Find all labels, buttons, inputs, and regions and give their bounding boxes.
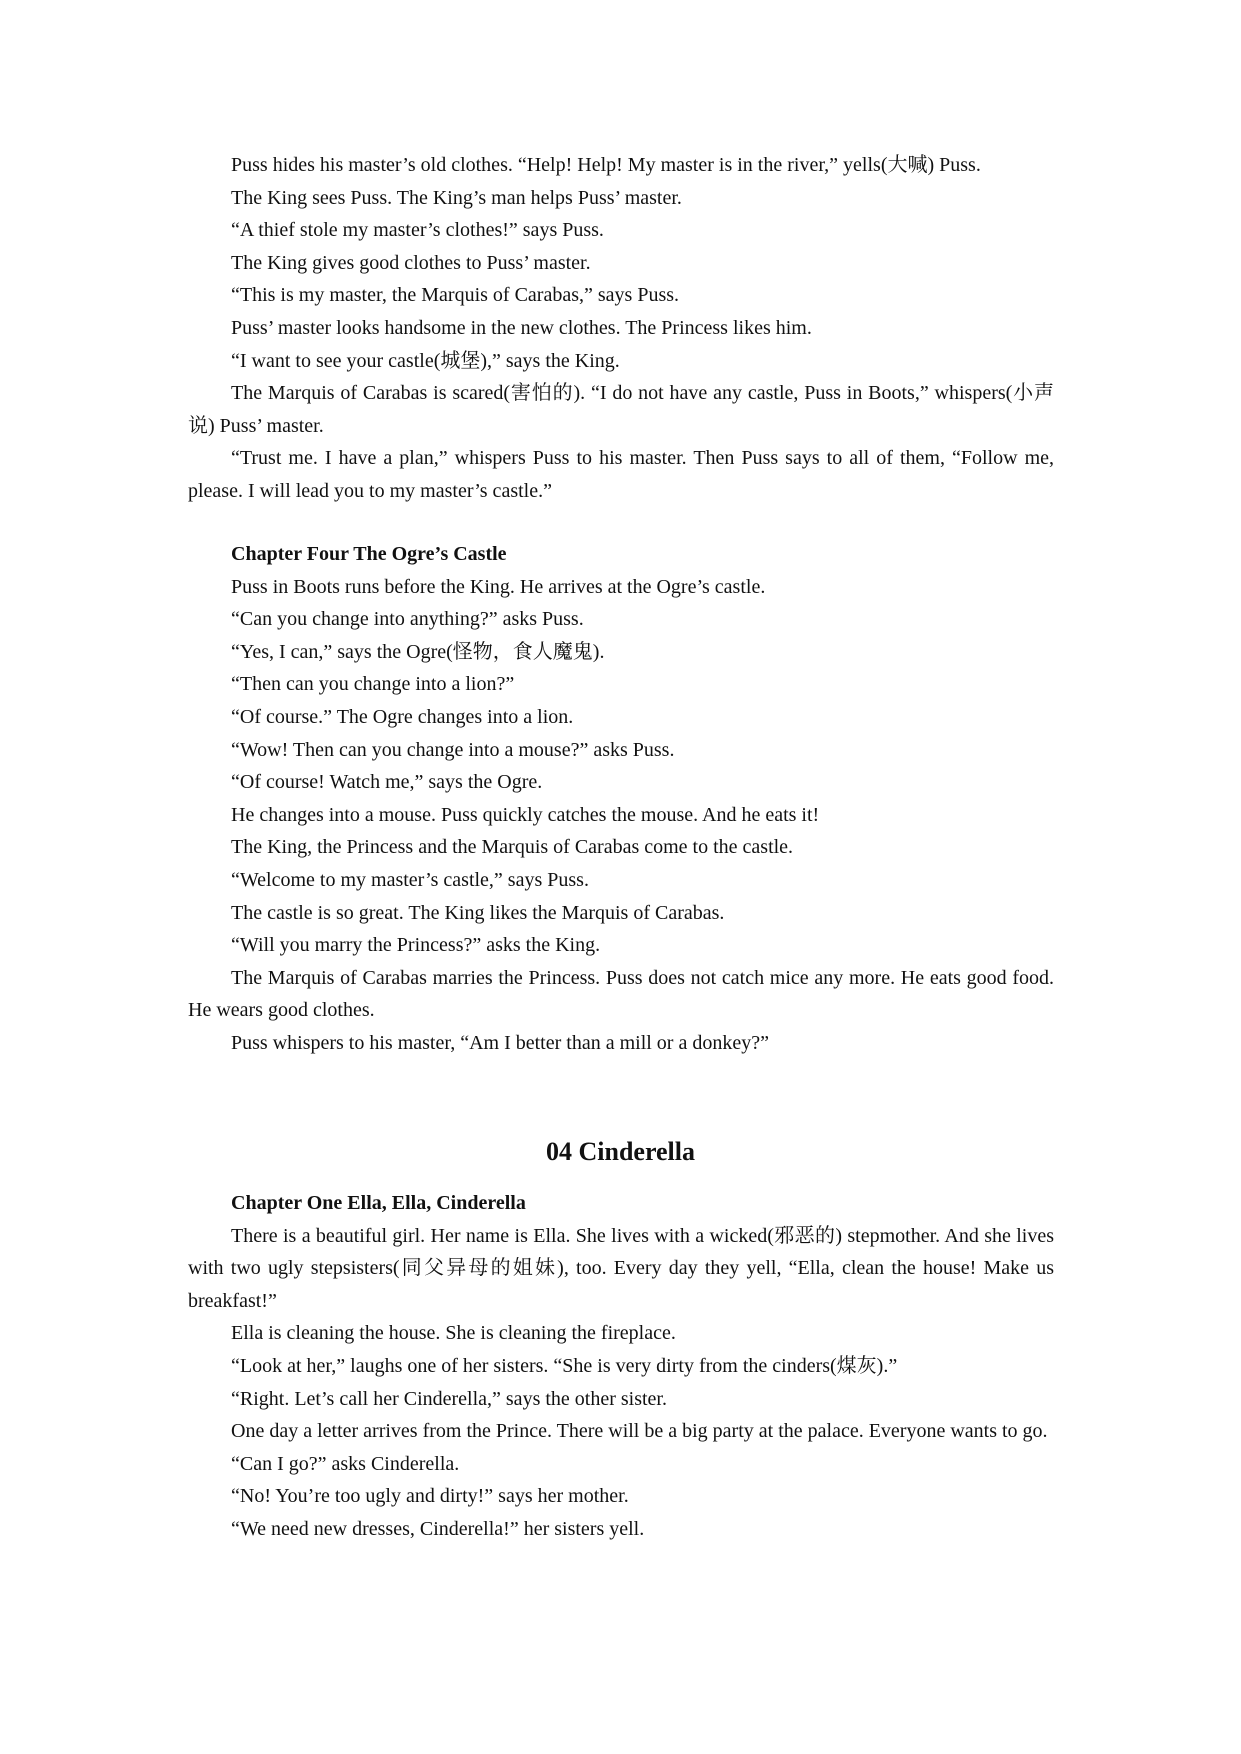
paragraph: Puss’ master looks handsome in the new clothes. The Princess likes him. <box>231 316 812 339</box>
paragraph: “Look at her,” laughs one of her sisters. “She is very dirty from the cinders(煤灰).” <box>231 1354 898 1377</box>
paragraph: “Can I go?” asks Cinderella. <box>231 1452 460 1475</box>
paragraph: The King, the Princess and the Marquis of Carabas come to the castle. <box>231 836 794 859</box>
paragraph: “We need new dresses, Cinderella!” her sisters yell. <box>231 1517 645 1540</box>
paragraph: The Marquis of Carabas marries the Princess. Puss does not catch mice any more. He eats good food. He wears good clothes. <box>188 966 1054 1022</box>
paragraph: “This is my master, the Marquis of Carabas,” says Puss. <box>231 284 680 307</box>
paragraph: “Then can you change into a lion?” <box>231 673 515 696</box>
section-puss-river <box>188 149 1054 508</box>
paragraph: The King gives good clothes to Puss’ master. <box>231 251 591 274</box>
paragraph: “Welcome to my master’s castle,” says Puss. <box>231 868 589 891</box>
paragraph: The King sees Puss. The King’s man helps Puss’ master. <box>231 186 682 209</box>
chapter-heading: Chapter Four The Ogre’s Castle <box>231 543 507 565</box>
section-ogres-castle <box>188 538 1054 1060</box>
paragraph: “Of course.” The Ogre changes into a lion. <box>231 705 574 728</box>
paragraph: “No! You’re too ugly and dirty!” says her mother. <box>231 1485 629 1508</box>
paragraph: “Wow! Then can you change into a mouse?” asks Puss. <box>231 738 675 761</box>
paragraph: Puss hides his master’s old clothes. “Help! Help! My master is in the river,” yells(大喊) Puss. <box>231 154 981 176</box>
paragraph: “Yes, I can,” says the Ogre(怪物，食人魔鬼). <box>231 640 605 663</box>
paragraph: “Will you marry the Princess?” asks the King. <box>231 934 601 957</box>
section-cinderella <box>188 1187 1054 1546</box>
paragraph: “A thief stole my master’s clothes!” says Puss. <box>231 219 604 242</box>
paragraph: He changes into a mouse. Puss quickly catches the mouse. And he eats it! <box>231 803 820 826</box>
paragraph: There is a beautiful girl. Her name is Ella. She lives with a wicked(邪恶的) stepmother. And she lives with two ugly stepsisters(同父异母的姐妹), too. Every day they yell, “Ella, clean the house! Make us breakfast!” <box>188 1224 1054 1312</box>
paragraph: “I want to see your castle(城堡),” says the King. <box>231 349 620 372</box>
paragraph: “Right. Let’s call her Cinderella,” says the other sister. <box>231 1387 667 1410</box>
paragraph: One day a letter arrives from the Prince. There will be a big party at the palace. Everyone wants to go. <box>231 1420 1048 1443</box>
story-title: 04 Cinderella <box>545 1137 696 1166</box>
paragraph: “Can you change into anything?” asks Puss. <box>231 608 584 631</box>
paragraph: The Marquis of Carabas is scared(害怕的). “I do not have any castle, Puss in Boots,” whispers(小声说) Puss’ master. <box>188 382 1054 437</box>
paragraph: Puss whispers to his master, “Am I better than a mill or a donkey?” <box>231 1031 769 1054</box>
paragraph: “Trust me. I have a plan,” whispers Puss to his master. Then Puss says to all of them, “Follow me, please. I will lead you to my master’s castle.” <box>188 447 1054 502</box>
chapter-heading: Chapter One Ella, Ella, Cinderella <box>231 1192 526 1214</box>
paragraph: Puss in Boots runs before the King. He arrives at the Ogre’s castle. <box>231 575 766 598</box>
paragraph: The castle is so great. The King likes the Marquis of Carabas. <box>231 901 725 924</box>
paragraph: “Of course! Watch me,” says the Ogre. <box>231 771 543 794</box>
paragraph: Ella is cleaning the house. She is cleaning the fireplace. <box>231 1322 676 1345</box>
